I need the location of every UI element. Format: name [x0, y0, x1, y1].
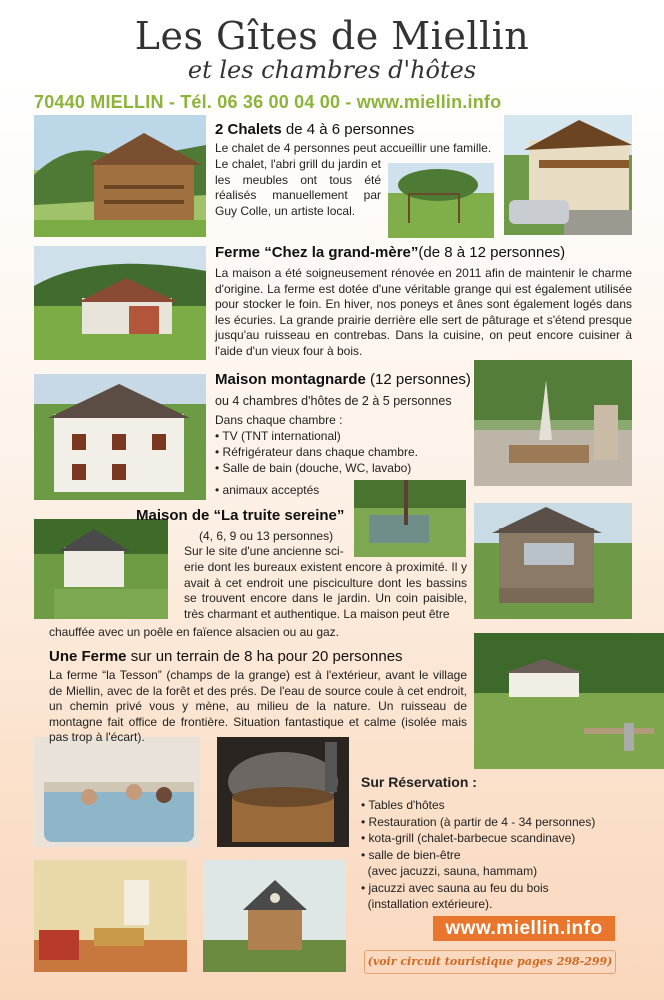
reservation-item: • Restauration (à partir de 4 - 34 personnes) [361, 814, 596, 829]
chalets-body: Le chalet, l'abri grill du jardin et les meubles ont tous été réalisés manuellement par Guy Colle, un artiste local. [215, 157, 381, 218]
tour-circuit-note: (voir circuit touristique pages 298-299) [364, 950, 616, 974]
mountain-house-intro: Dans chaque chambre : [215, 413, 343, 427]
trout-house-last: chauffée avec un poêle en faïence alsacien ou au gaz. [49, 625, 339, 639]
reservation-list [361, 797, 595, 913]
mountain-house-photo [34, 374, 206, 500]
page-subtitle: et les chambres d'hôtes [187, 56, 477, 84]
reservation-item: • jacuzzi avec sauna au feu du bois [361, 880, 549, 895]
grandmother-farm-body: La maison a été soigneusement rénovée en 2011 afin de maintenir le charme d'origine. La ferme est dotée d'une véritable grange qui est également utilisée pour stocker le foin. En hiver, nos poneys et ânes sont également logés dans les écuries. La grande prairie derrière elle sert de pâturage et s'étend presque jusqu'au ruisseau en contrebas. Dans la cuisine, on peut encore cuisiner à l'aide d'un vieux four à bois. [215, 266, 632, 358]
wood-hot-tub-photo [217, 737, 349, 847]
chalets-line1: Le chalet de 4 personnes peut accueillir une famille. [215, 141, 492, 155]
trout-house-photo [34, 519, 168, 619]
trout-house-line-a: Sur le site d'une ancienne sci- [184, 544, 344, 558]
farmhouse-grandmother-photo [34, 246, 206, 360]
terrace-photo [474, 360, 632, 486]
tesson-farm-heading: Une Ferme sur un terrain de 8 ha pour 20 personnes [49, 648, 403, 665]
grandmother-farm-heading: Ferme “Chez la grand-mère”(de 8 à 12 personnes) [215, 244, 566, 261]
mountain-house-features [215, 412, 418, 476]
feature-item: • Réfrigérateur dans chaque chambre. [215, 445, 418, 459]
feature-item: • TV (TNT international) [215, 429, 341, 443]
kota-grill-photo [203, 860, 346, 972]
garden-grill-photo [388, 163, 494, 238]
old-sawmill-photo [474, 503, 632, 619]
reservation-item: (avec jacuzzi, sauna, hammam) [361, 864, 538, 878]
mountain-house-heading: Maison montagnarde (12 personnes) [215, 371, 471, 388]
dining-room-photo [34, 860, 187, 972]
garden-pond-photo [354, 480, 466, 557]
website-link[interactable]: www.miellin.info [433, 916, 615, 941]
chalet-car-photo [504, 115, 632, 235]
reservation-item: • Tables d'hôtes [361, 798, 445, 812]
mountain-house-sub: ou 4 chambres d'hôtes de 2 à 5 personnes [215, 394, 452, 408]
chalet-photo [34, 115, 206, 237]
reservation-heading: Sur Réservation : [361, 774, 477, 790]
reservation-item: • salle de bien-être [361, 847, 461, 862]
tesson-farm-body: La ferme “la Tesson” (champs de la grange) est à l'extérieur, avant le village de Miellin, avec de la forêt et des prés. De l'eau de source coule à cet endroit, un chemin privé vous y mène, au milieu de la nature. Un ruisseau de montagne fait office de frontière. Situation fantastique et calme (isolée mais pas trop à l'écart). [49, 668, 467, 744]
animals-accepted: • animaux acceptés [215, 483, 320, 497]
trout-house-body: erie dont les bureaux existent encore à proximité. Il y avait à cet endroit une pisciculture dont les bassins se trouvent encore dans le jardin. Un coin paisible, très charmant et authentique. La maison peut être [184, 560, 467, 621]
wellness-jacuzzi-photo [34, 737, 200, 847]
trout-house-heading: Maison de “La truite sereine” [136, 507, 345, 524]
chalets-heading: 2 Chalets de 4 à 6 personnes [215, 121, 415, 138]
feature-item: • Salle de bain (douche, WC, lavabo) [215, 461, 412, 475]
trout-house-sub: (4, 6, 9 ou 13 personnes) [199, 529, 334, 543]
farm-tesson-photo [474, 633, 664, 769]
reservation-item: • kota-grill (chalet-barbecue scandinave) [361, 831, 576, 845]
page-title: Les Gîtes de Miellin [134, 14, 530, 58]
contact-line: 70440 MIELLIN - Tél. 06 36 00 04 00 - www.miellin.info [34, 92, 502, 112]
reservation-item: (installation extérieure). [361, 897, 493, 911]
